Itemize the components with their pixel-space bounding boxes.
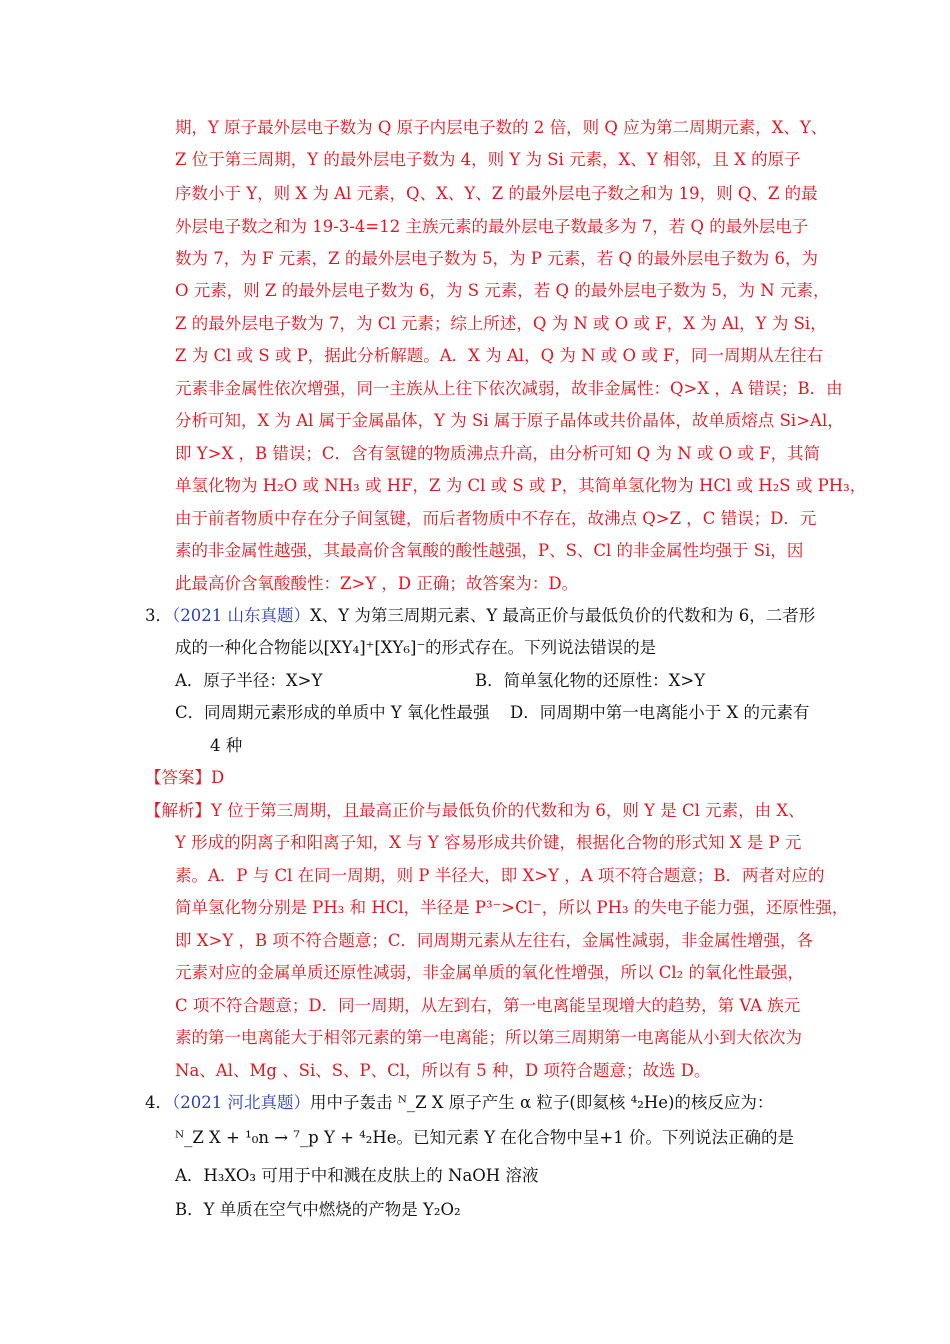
question-number: 3．	[145, 606, 172, 625]
question-number: 4．	[145, 1093, 172, 1112]
analysis-line: Z 为 Cl 或 S 或 P，据此分析解题。A．X 为 Al，Q 为 N 或 O 或 F，同一周期从左往右	[175, 346, 823, 365]
analysis-line: 元素对应的金属单质还原性减弱，非金属单质的氧化性增强，所以 Cl₂ 的氧化性最强，	[175, 963, 805, 982]
question-4-stem	[145, 1093, 773, 1113]
option-a: A．H₃XO₃ 可用于中和溅在皮肤上的 NaOH 溶液	[175, 1166, 539, 1185]
option-d: D．同周期中第一电离能小于 X 的元素有	[510, 703, 810, 722]
analysis-line: 元素非金属性依次增强，同一主族从上往下依次减弱，故非金属性：Q>X ，A 错误；B．由	[175, 379, 843, 398]
analysis-line: Z 位于第三周期，Y 的最外层电子数为 4，则 Y 为 Si 元素，X、Y 相邻，且 X 的原子	[175, 150, 801, 169]
answer-line	[145, 768, 224, 788]
option-c: C．同周期元素形成的单质中 Y 氧化性最强	[175, 703, 490, 722]
analysis-line: 分析可知，X 为 Al 属于金属晶体，Y 为 Si 属于原子晶体或共价晶体，故单质熔点 Si>Al，	[175, 411, 844, 430]
analysis-first-line	[145, 801, 805, 821]
option-b: B．Y 单质在空气中燃烧的产物是 Y₂O₂	[175, 1200, 461, 1219]
option-b: B．简单氢化物的还原性：X>Y	[475, 671, 706, 690]
analysis-line: 简单氢化物分别是 PH₃ 和 HCl，半径是 P³⁻>Cl⁻，所以 PH₃ 的失电子能力强，还原性强，	[175, 898, 849, 917]
option-d-continued: 4 种	[210, 736, 243, 755]
question-source: （2021 河北真题）	[172, 1093, 310, 1112]
analysis-line: 素的第一电离能大于相邻元素的第一电离能；所以第三周期第一电离能从小到大依次为	[175, 1028, 802, 1047]
analysis-line: 期，Y 原子最外层电子数为 Q 原子内层电子数的 2 倍，则 Q 应为第二周期元素，X、Y、	[175, 118, 828, 137]
answer-value: D	[211, 768, 225, 787]
question-3-stem	[145, 606, 815, 626]
analysis-line: 即 Y>X ，B 错误；C．含有氢键的物质沸点升高，由分析可知 Q 为 N 或 O 或 F，其简	[175, 444, 821, 463]
analysis-line: Na、Al、Mg 、Si、S、P、Cl，所以有 5 种，D 项符合题意；故选 D。	[175, 1061, 711, 1080]
nuclear-reaction-equation: ᴺ_Z X + ¹₀n → ⁷_p Y + ⁴₂He。已知元素 Y 在化合物中呈+1 价。下列说法正确的是	[175, 1128, 794, 1147]
analysis-line: 由于前者物质中存在分子间氢键，而后者物质中不存在，故沸点 Q>Z ，C 错误；D．元	[175, 509, 817, 528]
analysis-line: C 项不符合题意；D．同一周期，从左到右，第一电离能呈现增大的趋势，第 VA 族元	[175, 996, 801, 1015]
question-stem: X、Y 为第三周期元素、Y 最高正价与最低负价的代数和为 6，二者形	[310, 606, 816, 625]
answer-label: 【答案】	[145, 768, 211, 787]
question-stem: 用中子轰击 ᴺ_Z X 原子产生 α 粒子(即氦核 ⁴₂He)的核反应为：	[310, 1093, 774, 1112]
analysis-line: 数为 7，为 F 元素，Z 的最外层电子数为 5，为 P 元素，若 Q 的最外层电子数为 6，为	[175, 249, 818, 268]
analysis-line: 此最高价含氧酸酸性：Z>Y ，D 正确；故答案为：D。	[175, 574, 579, 593]
analysis-line: 序数小于 Y，则 X 为 Al 元素，Q、X、Y、Z 的最外层电子数之和为 19，则 Q、Z 的最	[175, 184, 818, 203]
analysis-line: 即 X>Y ，B 项不符合题意；C．同周期元素从左往右，金属性减弱，非金属性增强，各	[175, 931, 813, 950]
analysis-line: 素的非金属性越强，其最高价含氧酸的酸性越强，P、S、Cl 的非金属性均强于 Si，因	[175, 541, 804, 560]
analysis-line: Z 的最外层电子数为 7，为 Cl 元素；综上所述，Q 为 N 或 O 或 F，X 为 Al，Y 为 Si，	[175, 314, 827, 333]
analysis-line: 素。A．P 与 Cl 在同一周期，则 P 半径大，即 X>Y ，A 项不符合题意；B．两者对应的	[175, 866, 825, 885]
question-stem-line: 成的一种化合物能以[XY₄]⁺[XY₆]⁻的形式存在。下列说法错误的是	[175, 638, 657, 657]
analysis-line: 单氢化物为 H₂O 或 NH₃ 或 HF，Z 为 Cl 或 S 或 P，其简单氢化物为 HCl 或 H₂S 或 PH₃，	[175, 476, 867, 495]
analysis-label: 【解析】	[145, 801, 211, 820]
question-source: （2021 山东真题）	[172, 606, 310, 625]
analysis-text: Y 位于第三周期，且最高正价与最低负价的代数和为 6，则 Y 是 Cl 元素，由 X、	[211, 801, 805, 820]
analysis-line: O 元素，则 Z 的最外层电子数为 6，为 S 元素，若 Q 的最外层电子数为 5，为 N 元素，	[175, 281, 830, 300]
analysis-line: 外层电子数之和为 19-3-4=12 主族元素的最外层电子数最多为 7，若 Q 的最外层电子	[175, 217, 809, 236]
option-a: A．原子半径：X>Y	[175, 671, 323, 690]
analysis-line: Y 形成的阴离子和阳离子知，X 与 Y 容易形成共价键，根据化合物的形式知 X 是 P 元	[175, 833, 802, 852]
